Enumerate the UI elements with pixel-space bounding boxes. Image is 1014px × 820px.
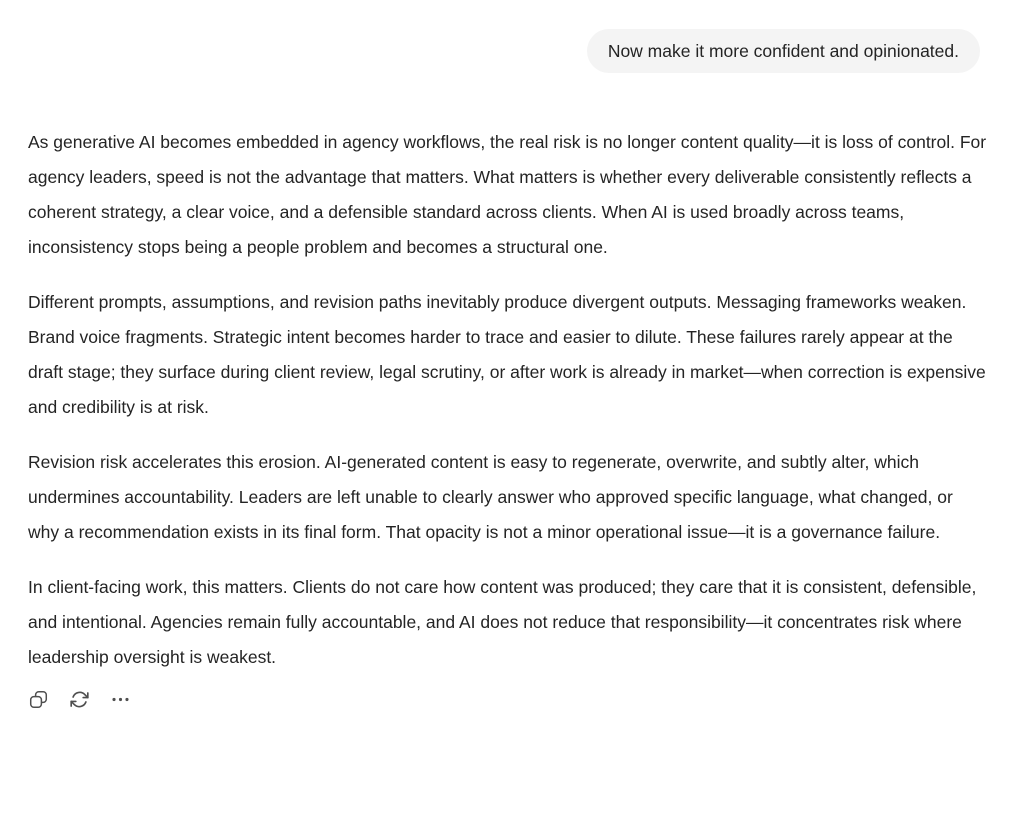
user-message-bubble: Now make it more confident and opinionated.	[587, 29, 980, 73]
regenerate-button[interactable]	[63, 683, 95, 715]
assistant-paragraph-4: In client-facing work, this matters. Clients do not care how content was produced; they care that it is consistent, defensible, and intentional. Agencies remain fully accountable, and AI does not reduce that responsibility—it concentrates risk where leadership oversight is weakest.	[28, 577, 977, 667]
more-options-icon	[110, 689, 131, 710]
user-message-row	[28, 29, 988, 73]
message-actions	[22, 683, 988, 715]
more-options-button[interactable]	[104, 683, 136, 715]
assistant-paragraph-1: As generative AI becomes embedded in agency workflows, the real risk is no longer content quality—it is loss of control. For agency leaders, speed is not the advantage that matters. What matters is whether every deliverable consistently reflects a coherent strategy, a clear voice, and a defensible standard across clients. When AI is used broadly across teams, inconsistency stops being a people problem and becomes a structural one.	[28, 132, 987, 257]
copy-icon	[28, 689, 49, 710]
assistant-paragraph-2: Different prompts, assumptions, and revision paths inevitably produce divergent outputs. Messaging frameworks weaken. Brand voice fragments. Strategic intent becomes harder to trace and easier to dilute. These failures rarely appear at the draft stage; they surface during client review, legal scrutiny, or after work is already in market—when correction is expensive and credibility is at risk.	[28, 292, 986, 417]
assistant-message	[28, 125, 988, 715]
assistant-paragraph-3: Revision risk accelerates this erosion. AI-generated content is easy to regenerate, overwrite, and subtly alter, which undermines accountability. Leaders are left unable to clearly answer who approved specific language, what changed, or why a recommendation exists in its final form. That opacity is not a minor operational issue—it is a governance failure.	[28, 452, 953, 542]
copy-button[interactable]	[22, 683, 54, 715]
regenerate-icon	[69, 689, 90, 710]
